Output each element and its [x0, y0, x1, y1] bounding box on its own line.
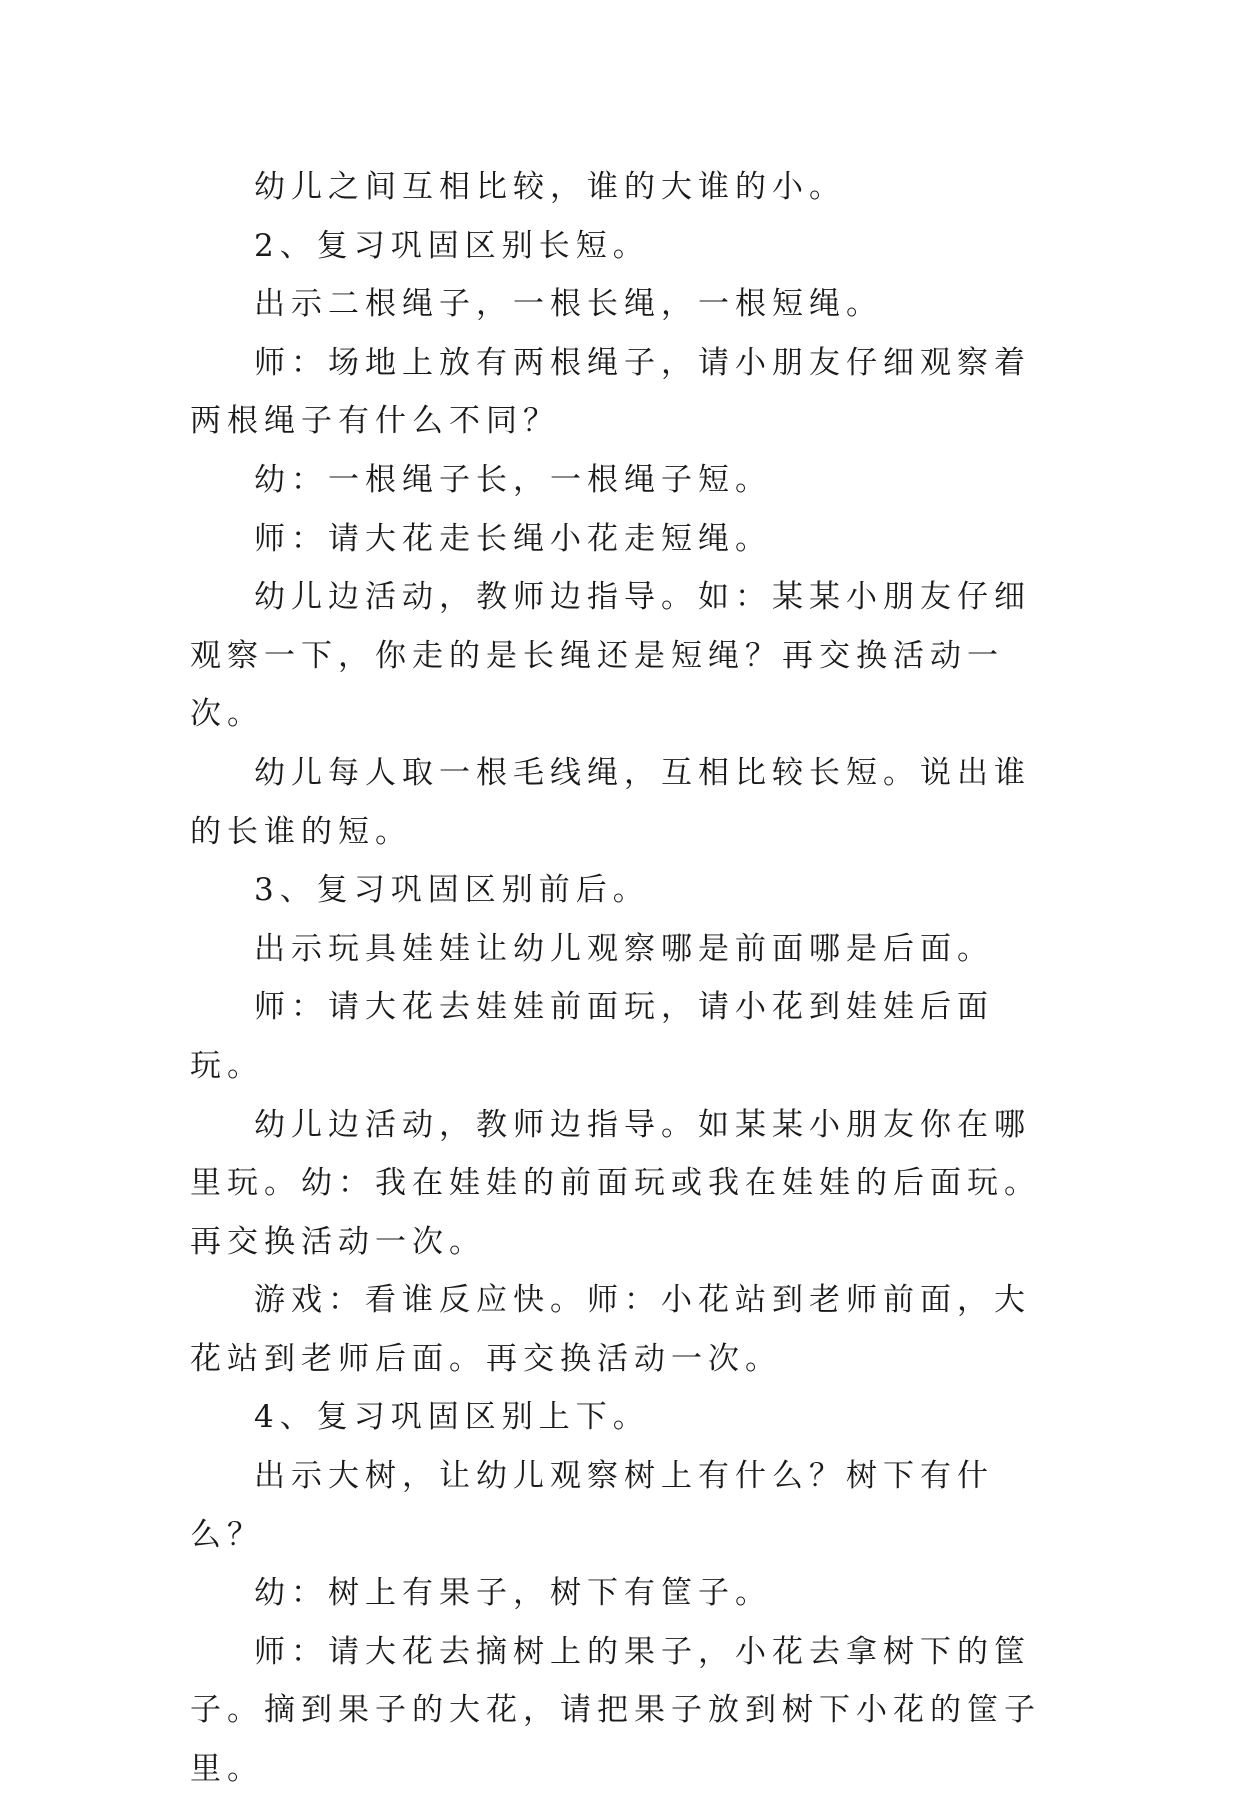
- paragraph: 幼儿边活动，教师边指导。如：某某小朋友仔细观察一下，你走的是长绳还是短绳？再交换活动一次。: [190, 579, 1031, 733]
- paragraph: 幼儿边活动，教师边指导。如某某小朋友你在哪里玩。幼：我在娃娃的前面玩或我在娃娃的后面玩。再交换活动一次。: [190, 1106, 1041, 1260]
- section-heading: 2、复习巩固区别长短。: [254, 227, 650, 264]
- section-heading: 4、复习巩固区别上下。: [254, 1399, 650, 1436]
- paragraph: 幼儿每人取一根毛线绳，互相比较长短。说出谁的长谁的短。: [190, 754, 1031, 850]
- paragraph: 师：请大花去娃娃前面玩，请小花到娃娃后面玩。: [190, 989, 994, 1084]
- paragraph: 出示二根绳子，一根长绳，一根短绳。: [254, 286, 883, 323]
- paragraph: 幼儿之间互相比较，谁的大谁的小。: [254, 169, 846, 205]
- paragraph: 师：请大花走长绳小花走短绳。: [254, 520, 772, 557]
- document-body: [190, 158, 1050, 1799]
- paragraph: 出示大树，让幼儿观察树上有什么？树下有什么？: [190, 1458, 994, 1553]
- paragraph: 师：请大花去摘树上的果子，小花去拿树下的筐子。摘到果子的大花，请把果子放到树下小花的筐子里。: [190, 1633, 1041, 1788]
- paragraph: 师：场地上放有两根绳子，请小朋友仔细观察着两根绳子有什么不同？: [190, 344, 1031, 440]
- paragraph: 幼：一根绳子长，一根绳子短。: [254, 461, 772, 498]
- section-heading: 3、复习巩固区别前后。: [254, 872, 650, 909]
- paragraph: 游戏：看谁反应快。师：小花站到老师前面，大花站到老师后面。再交换活动一次。: [190, 1282, 1031, 1377]
- paragraph: 幼：树上有果子，树下有筐子。: [254, 1575, 772, 1612]
- paragraph: 出示玩具娃娃让幼儿观察哪是前面哪是后面。: [254, 930, 994, 967]
